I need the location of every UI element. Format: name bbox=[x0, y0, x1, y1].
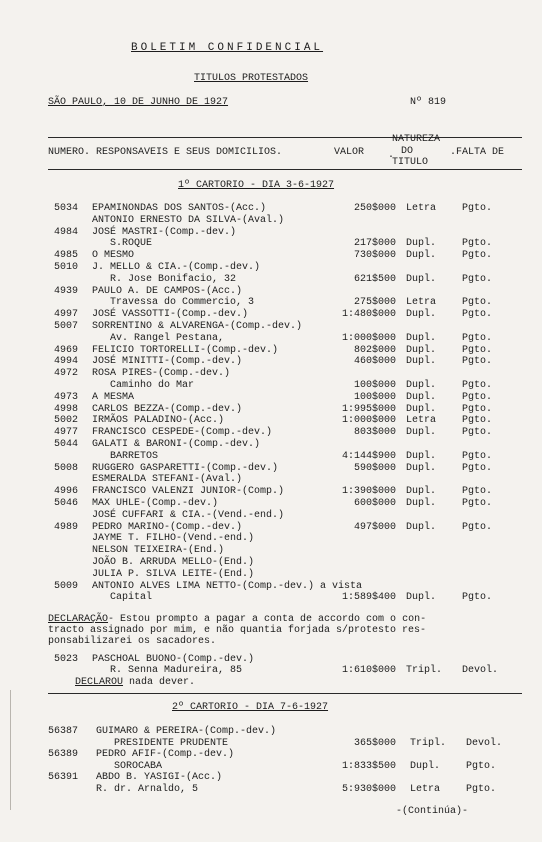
row-nature: Tripl. bbox=[410, 737, 447, 749]
row-value: 250$000 bbox=[353, 203, 396, 214]
row-number: 4977 bbox=[54, 427, 79, 439]
table-row bbox=[54, 203, 534, 215]
row-name: ANTONIO ALVES LIMA NETTO-(Comp.-dev.) a vista bbox=[92, 580, 363, 592]
row-nature: Dupl. bbox=[406, 403, 437, 415]
table-row bbox=[54, 404, 534, 416]
section-2-title: 2º CARTORIO - DIA 7-6-1927 bbox=[172, 702, 329, 713]
table-row bbox=[54, 286, 534, 298]
row-fault: Pgto. bbox=[462, 273, 493, 285]
row-value: 590$000 bbox=[353, 462, 396, 474]
row-value: 1:995$000 bbox=[341, 403, 396, 415]
row-nature: Dupl. bbox=[406, 250, 437, 262]
col-valor: VALOR bbox=[334, 147, 365, 158]
row-name: CARLOS BEZZA-(Comp.-dev.) bbox=[92, 403, 243, 415]
col-responsaveis: RESPONSAVEIS E SEUS DOMICILIOS. bbox=[96, 147, 283, 158]
row-name: JAYME T. FILHO-(Vend.-end.) bbox=[92, 533, 255, 545]
row-fault: Pgto. bbox=[462, 203, 493, 214]
row-name: JOSÉ CUFFARI & CIA.-(Vend.-end.) bbox=[92, 509, 285, 521]
row-fault: Pgto. bbox=[462, 427, 493, 439]
row-fault: Pgto. bbox=[462, 238, 493, 250]
table-row bbox=[54, 569, 534, 581]
declaracao-text-1: - Estou prompto a pagar a conta de accordo com o con- bbox=[108, 614, 427, 625]
table-row bbox=[54, 451, 534, 463]
row-nature: Dupl. bbox=[406, 521, 437, 533]
table-row bbox=[48, 761, 534, 773]
row-name: Av. Rangel Pestana, bbox=[92, 332, 225, 344]
row-name: BARRETOS bbox=[92, 450, 159, 462]
col-natureza-1: NATUREZA bbox=[392, 134, 441, 145]
row-value: 1:833$500 bbox=[341, 760, 396, 772]
row-name: PASCHOAL BUONO-(Comp.-dev.) bbox=[92, 654, 255, 665]
declaracao-line-2: tracto assignado por mim, e não quantia forjada s/protesto res- bbox=[48, 625, 427, 636]
row-number: 5008 bbox=[54, 462, 79, 474]
row-number: 56391 bbox=[48, 772, 79, 783]
row-nature: Letra bbox=[410, 783, 441, 795]
row-number: 4939 bbox=[54, 285, 79, 297]
row-name: Travessa do Commercio, 3 bbox=[92, 297, 255, 309]
table-row bbox=[54, 510, 534, 522]
table-row bbox=[54, 345, 534, 357]
row-number: 4989 bbox=[54, 521, 79, 533]
row-fault: Pgto. bbox=[462, 391, 493, 403]
document-subtitle: TITULOS PROTESTADOS bbox=[194, 73, 309, 84]
row-name: PEDRO AFIF-(Comp.-dev.) bbox=[96, 749, 235, 760]
row-nature: Dupl. bbox=[406, 356, 437, 368]
row-nature: Dupl. bbox=[406, 450, 437, 462]
table-row bbox=[54, 262, 534, 274]
declarou-label: DECLAROU bbox=[75, 677, 124, 688]
row-name: GUIMARO & PEREIRA-(Comp.-dev.) bbox=[96, 726, 277, 737]
row-value: 803$000 bbox=[353, 427, 396, 439]
row-nature: Dupl. bbox=[406, 344, 437, 356]
row-nature: Letra bbox=[406, 415, 437, 427]
row-value: 1:000$000 bbox=[341, 332, 396, 344]
row-number: 56387 bbox=[48, 726, 79, 737]
table-row bbox=[54, 592, 534, 604]
row-value: 460$000 bbox=[353, 356, 396, 368]
row-fault: Pgto. bbox=[462, 486, 493, 498]
paper-fold-mark bbox=[10, 690, 11, 810]
row-nature: Dupl. bbox=[410, 760, 441, 772]
row-fault: Pgto. bbox=[462, 356, 493, 368]
row-name: ESMERALDA STEFANI-(Aval.) bbox=[92, 474, 243, 486]
table-row bbox=[54, 533, 534, 545]
table-row bbox=[54, 368, 534, 380]
table-row bbox=[54, 522, 534, 534]
row-value: 100$000 bbox=[353, 380, 396, 391]
row-value: 730$000 bbox=[353, 250, 396, 262]
row-name: RUGGERO GASPARETTI-(Comp.-dev.) bbox=[92, 462, 279, 474]
header-rule-top bbox=[48, 137, 522, 138]
col-natureza-2: DO bbox=[401, 146, 414, 157]
table-row bbox=[54, 238, 534, 250]
row-5023 bbox=[54, 654, 534, 665]
declaracao-line-3: ponsabilizarei os sacadores. bbox=[48, 636, 217, 647]
row-fault: Pgto. bbox=[462, 403, 493, 415]
row-name: O MESMO bbox=[92, 250, 135, 262]
row-fault: Pgto. bbox=[462, 450, 493, 462]
row-name: JOSÉ MASTRI-(Comp.-dev.) bbox=[92, 226, 237, 238]
row-nature: Dupl. bbox=[406, 486, 437, 498]
row-name: J. MELLO & CIA.-(Comp.-dev.) bbox=[92, 262, 261, 273]
table-row bbox=[48, 749, 534, 761]
header-rule-bottom bbox=[48, 169, 522, 170]
table-row bbox=[54, 309, 534, 321]
row-nature: Letra bbox=[406, 203, 437, 214]
row-number: 5009 bbox=[54, 580, 79, 592]
row-name: JOSÉ VASSOTTI-(Comp.-dev.) bbox=[92, 309, 249, 321]
row-name: FRANCISCO CESPEDE-(Comp.-dev.) bbox=[92, 427, 273, 439]
table-row bbox=[54, 392, 534, 404]
declaracao-label: DECLARAÇÃO bbox=[48, 614, 109, 625]
row-value: 217$000 bbox=[353, 238, 396, 250]
row-number: 5010 bbox=[54, 262, 79, 273]
row-fault: Pgto. bbox=[466, 760, 497, 772]
row-value: 100$000 bbox=[353, 391, 396, 403]
row-name: R. dr. Arnaldo, 5 bbox=[96, 783, 199, 795]
row-number: 5002 bbox=[54, 415, 79, 427]
row-fault: Pgto. bbox=[462, 498, 493, 509]
row-nature: Dupl. bbox=[406, 391, 437, 403]
row-nature: Dupl. bbox=[406, 592, 437, 604]
row-number: 5034 bbox=[54, 203, 79, 214]
row-value: 1:480$000 bbox=[341, 309, 396, 321]
continua-label: -(Continúa)- bbox=[396, 806, 469, 817]
row-name: Caminho do Mar bbox=[92, 380, 195, 391]
row-fault: Pgto. bbox=[462, 521, 493, 533]
row-fault: Pgto. bbox=[466, 783, 497, 795]
row-value: 1:589$400 bbox=[341, 592, 396, 604]
row-number: 4984 bbox=[54, 226, 79, 238]
row-fault: Pgto. bbox=[462, 297, 493, 309]
row-name: IRMÃOS PALADINO-(Acc.) bbox=[92, 415, 225, 427]
row-number: 5023 bbox=[54, 654, 79, 665]
row-name: EPAMINONDAS DOS SANTOS-(Acc.) bbox=[92, 203, 267, 214]
row-name: SORRENTINO & ALVARENGA-(Comp.-dev.) bbox=[92, 321, 303, 332]
row-nature: Tripl. bbox=[406, 665, 443, 676]
row-name: PEDRO MARINO-(Comp.-dev.) bbox=[92, 521, 243, 533]
row-number: 5044 bbox=[54, 439, 79, 450]
row-nature: Dupl. bbox=[406, 462, 437, 474]
declarou-line bbox=[75, 677, 195, 688]
bulletin-number: Nº 819 bbox=[410, 97, 447, 108]
row-value: 497$000 bbox=[353, 521, 396, 533]
table-row bbox=[54, 581, 534, 593]
row-5023-address bbox=[54, 665, 534, 676]
row-fault: Pgto. bbox=[462, 250, 493, 262]
table-row bbox=[54, 380, 534, 392]
row-name: SOROCABA bbox=[96, 760, 163, 772]
row-name: JULIA P. SILVA LEITE-(End.) bbox=[92, 568, 255, 580]
row-name: ROSA PIRES-(Comp.-dev.) bbox=[92, 368, 231, 380]
row-value: 1:000$000 bbox=[341, 415, 396, 427]
table-row bbox=[54, 321, 534, 333]
table-row bbox=[54, 356, 534, 368]
row-number: 4997 bbox=[54, 309, 79, 321]
section-2-rule bbox=[48, 693, 522, 694]
place-date: SÃO PAULO, 10 DE JUNHO DE 1927 bbox=[48, 97, 229, 108]
row-fault: Pgto. bbox=[462, 332, 493, 344]
table-row bbox=[54, 297, 534, 309]
row-name: PAULO A. DE CAMPOS-(Acc.) bbox=[92, 285, 243, 297]
row-name: FELICIO TORTORELLI-(Comp.-dev.) bbox=[92, 344, 279, 356]
row-value: 275$000 bbox=[353, 297, 396, 309]
row-nature: Dupl. bbox=[406, 332, 437, 344]
row-fault: Pgto. bbox=[462, 592, 493, 604]
row-nature: Dupl. bbox=[406, 380, 437, 391]
section-1-title: 1º CARTORIO - DIA 3-6-1927 bbox=[178, 180, 335, 191]
row-fault: Pgto. bbox=[462, 415, 493, 427]
row-nature: Dupl. bbox=[406, 238, 437, 250]
row-nature: Dupl. bbox=[406, 427, 437, 439]
row-value: 600$000 bbox=[353, 498, 396, 509]
row-name: A MESMA bbox=[92, 391, 135, 403]
row-value: 365$000 bbox=[353, 737, 396, 749]
table-row bbox=[54, 474, 534, 486]
row-name: S.ROQUE bbox=[92, 238, 153, 250]
row-number: 4996 bbox=[54, 486, 79, 498]
row-value: 5:930$000 bbox=[341, 783, 396, 795]
row-fault: Pgto. bbox=[462, 344, 493, 356]
row-number: 4969 bbox=[54, 344, 79, 356]
table-row bbox=[54, 439, 534, 451]
table-row bbox=[54, 215, 534, 227]
row-number: 4973 bbox=[54, 391, 79, 403]
row-name: MAX UHLE-(Comp.-dev.) bbox=[92, 498, 219, 509]
row-number: 4994 bbox=[54, 356, 79, 368]
row-name: ABDO B. YASIGI-(Acc.) bbox=[96, 772, 223, 783]
row-fault: Devol. bbox=[466, 737, 503, 749]
row-name: JOÃO B. ARRUDA MELLO-(End.) bbox=[92, 557, 255, 568]
table-row bbox=[54, 498, 534, 510]
table-row bbox=[48, 726, 534, 738]
table-row bbox=[54, 333, 534, 345]
row-number: 56389 bbox=[48, 749, 79, 760]
row-fault: Pgto. bbox=[462, 380, 493, 391]
row-name: ANTONIO ERNESTO DA SILVA-(Aval.) bbox=[92, 214, 285, 226]
table-row bbox=[54, 415, 534, 427]
table-row bbox=[54, 463, 534, 475]
table-row bbox=[54, 227, 534, 239]
row-nature: Dupl. bbox=[406, 273, 437, 285]
row-fault: Pgto. bbox=[462, 462, 493, 474]
col-natureza-3: TITULO bbox=[392, 157, 429, 168]
row-nature: Dupl. bbox=[406, 309, 437, 321]
col-sep-dot: . bbox=[388, 150, 395, 161]
row-number: 4972 bbox=[54, 368, 79, 380]
row-fault: Devol. bbox=[462, 665, 499, 676]
row-name: GALATI & BARONI-(Comp.-dev.) bbox=[92, 439, 261, 450]
row-name: PRESIDENTE PRUDENTE bbox=[96, 737, 229, 749]
row-fault: Pgto. bbox=[462, 309, 493, 321]
declarou-text: nada dever. bbox=[123, 677, 196, 688]
row-value: 1:390$000 bbox=[341, 486, 396, 498]
row-number: 4998 bbox=[54, 403, 79, 415]
declaracao-line-1 bbox=[48, 614, 426, 625]
row-name: FRANCISCO VALENZI JUNIOR-(Comp.) bbox=[92, 486, 285, 498]
row-value: 621$500 bbox=[353, 273, 396, 285]
col-falta: .FALTA DE bbox=[450, 147, 505, 158]
row-name: NELSON TEIXEIRA-(End.) bbox=[92, 545, 225, 557]
row-number: 5046 bbox=[54, 498, 79, 509]
col-numero: NUMERO. bbox=[48, 147, 91, 158]
row-name: Capital bbox=[92, 592, 153, 604]
table-row bbox=[54, 250, 534, 262]
row-value: 802$000 bbox=[353, 344, 396, 356]
document-title: BOLETIM CONFIDENCIAL bbox=[131, 42, 324, 54]
row-nature: Dupl. bbox=[406, 498, 437, 509]
row-value: 4:144$900 bbox=[341, 450, 396, 462]
row-name: R. Jose Bonifacio, 32 bbox=[92, 273, 237, 285]
table-row bbox=[54, 486, 534, 498]
table-row bbox=[48, 738, 534, 750]
row-nature: Letra bbox=[406, 297, 437, 309]
table-row bbox=[54, 427, 534, 439]
table-row bbox=[54, 545, 534, 557]
table-row bbox=[48, 784, 534, 796]
table-row bbox=[54, 557, 534, 569]
row-name: JOSÉ MINITTI-(Comp.-dev.) bbox=[92, 356, 243, 368]
row-number: 4985 bbox=[54, 250, 79, 262]
table-row bbox=[54, 274, 534, 286]
table-row bbox=[48, 772, 534, 784]
row-name: R. Senna Madureira, 85 bbox=[92, 665, 243, 676]
row-number: 5007 bbox=[54, 321, 79, 332]
row-value: 1:610$000 bbox=[341, 665, 396, 676]
